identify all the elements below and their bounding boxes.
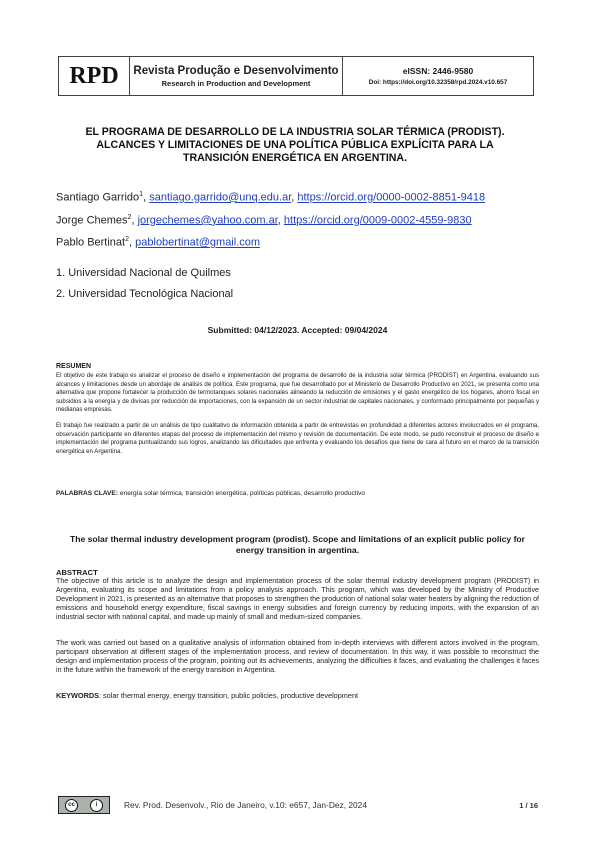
journal-name: Revista Produção e Desenvolvimento — [133, 64, 339, 77]
journal-logo: RPD — [59, 57, 130, 95]
resumen-paragraph: El objetivo de este trabajo es analizar el proceso de diseño e implementación del programa de desarrollo de la industria solar térmica (PRODIST) en Argentina, evaluando sus alcances y limitaciones desde un abordaje de análisis de política. Este programa, que fue desarrollado por el Ministerio de Desarrollo Productivo en 2021, se presenta como una alternativa que propone fortalecer la producción de termotanques solares nacionales alineando la reducción de emisiones y el gasto energético de los hogares, ahorro fiscal en subsidios a la energía y de divisas por reducción de importaciones, con la expansión de un sector industrial de capitales nacionales, y conformado principalmente por pequeñas y medianas empresas. — [56, 372, 539, 414]
author-orcid-link[interactable]: https://orcid.org/0009-0002-4559-9830 — [283, 214, 472, 227]
journal-name-block — [130, 57, 343, 95]
journal-subtitle: Research in Production and Development — [161, 78, 311, 88]
by-symbol: i — [90, 799, 103, 812]
author-line: Santiago Garrido$^1$, santiago.garrido@unq.edu.ar, https://orcid.org/0000-0002-8851-9418 — [56, 191, 486, 204]
abstract-heading: ABSTRACT — [56, 568, 98, 577]
citation-footer: Rev. Prod. Desenvolv., Rio de Janeiro, v.10: e657, Jan-Dez, 2024 — [124, 800, 368, 810]
author-email-link[interactable]: pablobertinat@gmail.com — [135, 236, 261, 249]
doi: Doi: https://doi.org/10.32358/rpd.2024.v10.657 — [368, 79, 508, 86]
author-list — [56, 185, 485, 253]
author-email-link[interactable]: jorgechemes@yahoo.com.ar — [137, 214, 278, 227]
author-line: Pablo Bertinat$^2$, pablobertinat@gmail.com — [56, 236, 261, 249]
keywords — [56, 691, 358, 700]
author-affil-sup: 1 — [139, 191, 144, 198]
author-affil-sup: 2 — [127, 213, 132, 221]
page-number: 1 / 16 — [519, 800, 538, 810]
author-name: Jorge Chemes — [56, 214, 128, 227]
affiliation-list — [56, 263, 233, 305]
cc-symbol: cc — [65, 799, 78, 812]
author-orcid-link[interactable]: https://orcid.org/0000-0002-8851-9418 — [297, 191, 486, 204]
paper-title: EL PROGRAMA DE DESARROLLO DE LA INDUSTRIA SOLAR TÉRMICA (PRODIST). ALCANCES Y LIMITACIONES DE UNA POLÍTICA PÚBLICA EXPLÍCITA PARA LA TRANSICIÓN ENERGÉTICA EN ARGENTINA. — [85, 126, 505, 164]
keywords-text: : solar thermal energy, energy transition, public policies, productive development — [98, 691, 359, 700]
author-affil-sup: 2 — [125, 236, 130, 244]
author-name: Santiago Garrido — [56, 191, 140, 204]
palabras-clave-text: energía solar térmica, transición energética, políticas públicas, desarrollo productivo — [118, 490, 366, 497]
abstract-paragraph: The work was carried out based on a qualitative analysis of information obtained from in-depth interviews with different actors involved in the program, participant observation at different stages of the implementation process, and review of documentation. In this way, it was possible to reconstruct the design and implementation process of the program, pointing out its achievements, analyzing the difficulties it faces, and evaluating the challenges it faces in the future within the framework of the energy transition in Argentina. — [56, 639, 539, 674]
resumen-heading: RESUMEN — [56, 363, 92, 370]
eissn: eISSN: 2446-9580 — [402, 66, 474, 76]
author-email-link[interactable]: santiago.garrido@unq.edu.ar — [149, 191, 292, 204]
affiliation: 2. Universidad Tecnológica Nacional — [56, 288, 234, 300]
journal-identifiers — [343, 57, 533, 95]
cc-by-icon[interactable] — [58, 796, 110, 814]
journal-header — [58, 56, 534, 96]
author-line: Jorge Chemes$^2$, jorgechemes@yahoo.com.ar, https://orcid.org/0009-0002-4559-9830 — [56, 213, 472, 227]
page-footer — [58, 795, 540, 815]
affiliation: 1. Universidad Nacional de Quilmes — [56, 267, 231, 279]
palabras-clave-label: PALABRAS CLAVE: — [56, 490, 119, 497]
english-title: The solar thermal industry development program (prodist). Scope and limitations of an explicit public policy for energy transition in argentina. — [69, 534, 526, 555]
abstract-paragraph: The objective of this article is to analyze the design and implementation process of the solar thermal industry development program (PRODIST) in Argentina, evaluating its scope and limitations from a policy analysis approach. This program, which was developed by the Ministry of Productive Development in 2021, is presented as an alternative that proposes to strengthen the production of national solar water heaters by aligning the reduction of emissions and household energy expenditure, fiscal savings in energy subsidies and foreign currency by reducing imports, with the expansion of an industrial sector with national capital, and made up mainly of small and medium-sized companies. — [56, 577, 539, 621]
author-name: Pablo Bertinat — [56, 236, 126, 249]
palabras-clave — [56, 490, 365, 497]
keywords-label: KEYWORDS — [56, 691, 99, 700]
resumen-paragraph: El trabajo fue realizado a partir de un análisis de tipo cualitativo de información obtenida a partir de entrevistas en profundidad a diferentes actores involucrados en el programa, observación participante en diferentes etapas del proceso de implementación del mismo y revisión de documentación. De este modo, se pudo reconstruir el proceso de diseño e implementación del programa puntualizando sus logros, analizando las dificultades que enfrenta y evaluando los desafíos que tiene de cara al futuro en el marco de la transición energética en Argentina. — [56, 422, 539, 455]
submission-dates: Submitted: 04/12/2023. Accepted: 09/04/2024 — [207, 325, 388, 335]
